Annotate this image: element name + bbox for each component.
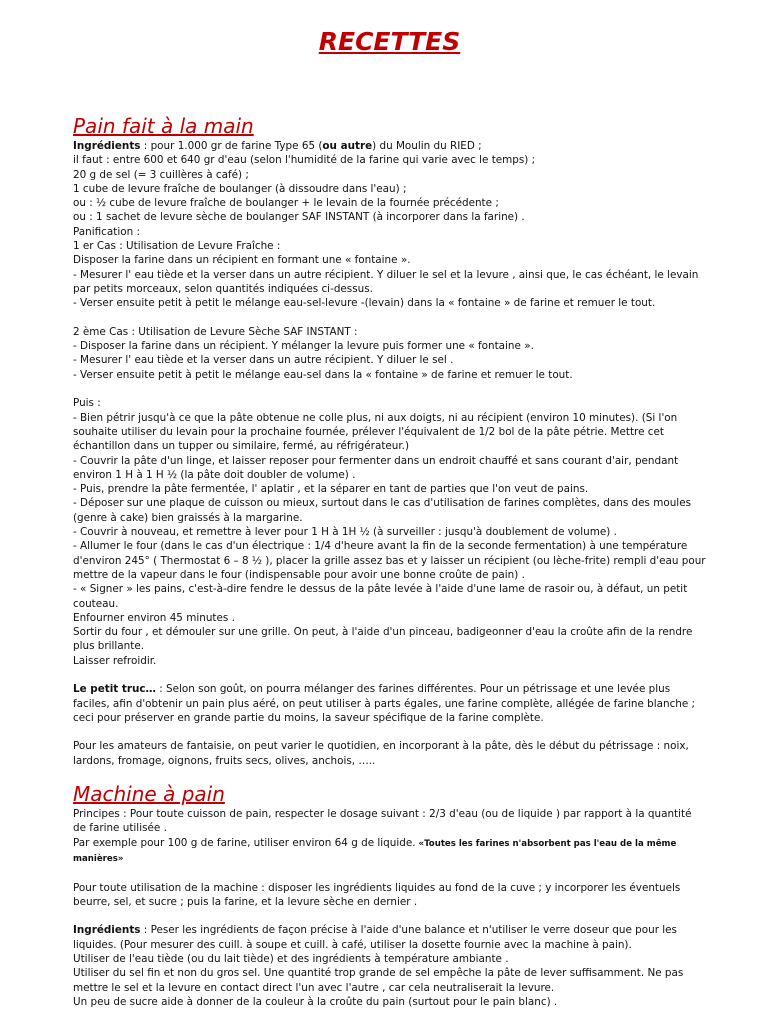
section-heading-pain-main: Pain fait à la main — [73, 114, 254, 138]
ingredients-label: Ingrédients — [73, 140, 141, 152]
paragraph: Un peu de sucre aide à donner de la couleur à la croûte du pain (surtout pour le pain blanc) . — [73, 995, 558, 1008]
ingredients-label: Ingrédients — [73, 924, 141, 937]
paragraph: - Puis, prendre la pâte fermentée, l' aplatir , et la séparer en tant de parties que l'on veut de pains. — [73, 483, 589, 496]
paragraph: - Couvrir à nouveau, et remettre à lever pour 1 H à 1H ½ (à surveiller : jusqu'à doublement de volume) . — [73, 526, 617, 539]
paragraph: - « Signer » les pains, c'est-à-dire fendre le dessus de la pâte levée à l'aide d'une lame de rasoir ou, à défaut, un petit couteau. — [73, 583, 688, 610]
ingredients-line: Ingrédients : pour 1.000 gr de farine Type 65 (ou autre) du Moulin du RIED ; — [73, 140, 482, 152]
section-heading-machine: Machine à pain — [73, 782, 225, 807]
petit-truc-label: Le petit truc… — [73, 683, 156, 696]
paragraph: - Bien pétrir jusqu'à ce que la pâte obtenue ne colle plus, ni aux doigts, ni au récipient (environ 10 minutes). (Si l'on souhaite utiliser du levain pour la prochaine fournée, prélever l'équivalent de 1/2 bol de la pâte pétrie. Mettre cet échantillon dans un tupper ou similaire, fermé, au réfrigérateur.) — [73, 411, 678, 453]
paragraph: - Verser ensuite petit à petit le mélange eau-sel dans la « fontaine » de farine et remuer le tout. — [73, 368, 573, 381]
paragraph: - Disposer la farine dans un récipient. Y mélanger la levure puis former une « fontaine ». — [73, 340, 534, 353]
paragraph: Laisser refroidir. — [73, 654, 157, 667]
document-title: RECETTES — [318, 27, 461, 56]
petit-truc-paragraph: Le petit truc… : Selon son goût, on pourra mélanger des farines différentes. Pour un pétrissage et une levée plus faciles, afin d'obtenir un pain plus aéré, on peut utiliser à parts égales, une farine complète, allégée de farine blanche ; ceci pour préserver en grande partie du moins, la saveur spécifique de la farine complète. — [73, 683, 696, 724]
paragraph: Utiliser de l'eau tiède (ou du lait tiède) et des ingrédients à température ambiante . — [73, 953, 509, 966]
paragraph: - Mesurer l' eau tiède et la verser dans un autre récipient. Y diluer le sel et la levure , ainsi que, le cas échéant, le levain par petits morceaux, selon quantités indiquées ci-dessus. — [73, 268, 699, 295]
ingredients-paragraph: Ingrédients : Peser les ingrédients de façon précise à l'aide d'une balance et n'utiliser le verre doseur que pour les liquides. (Pour mesurer des cuill. à soupe et cuill. à café, utiliser la dosette fournie avec la machine à pain). — [73, 924, 677, 951]
paragraph: Utiliser du sel fin et non du gros sel. Une quantité trop grande de sel empêche la pâte de lever suffisamment. Ne pas mettre le sel et la levure en contact direct l'un avec l'autre , car cela neutraliserait la levure. — [73, 967, 684, 994]
paragraph: Panification : — [73, 225, 140, 238]
paragraph: 2 ème Cas : Utilisation de Levure Sèche SAF INSTANT : — [73, 325, 358, 338]
paragraph: - Couvrir la pâte d'un linge, et laisser reposer pour fermenter dans un endroit chauffé et sans courant d'air, pendant environ 1 H à 1 H ½ (la pâte doit doubler de volume) . — [73, 454, 679, 481]
paragraph: Principes : Pour toute cuisson de pain, respecter le dosage suivant : 2/3 d'eau (ou de liquide ) par rapport à la quantité de farine utilisée . — [73, 808, 692, 835]
paragraph: - Mesurer l' eau tiède et la verser dans un autre récipient. Y diluer le sel . — [73, 354, 454, 367]
paragraph: Sortir du four , et démouler sur une grille. On peut, à l'aide d'un pinceau, badigeonner d'eau la croûte afin de la rendre plus brillante. — [73, 626, 693, 653]
paragraph: ou : 1 sachet de levure sèche de boulanger SAF INSTANT (à incorporer dans la farine) . — [73, 211, 525, 224]
paragraph: Par exemple pour 100 g de farine, utiliser environ 64 g de liquide. «Toutes les farines n'absorbent pas l'eau de la même manières» — [73, 836, 677, 864]
paragraph: Pour toute utilisation de la machine : disposer les ingrédients liquides au fond de la cuve ; y incorporer les éventuels beurre, sel, et sucre ; puis la farine, et la levure sèche en dernier . — [73, 881, 681, 908]
paragraph: 1 er Cas : Utilisation de Levure Fraîche : — [73, 240, 281, 253]
paragraph: Enfourner environ 45 minutes . — [73, 611, 235, 624]
paragraph: - Verser ensuite petit à petit le mélange eau-sel-levure -(levain) dans la « fontaine » de farine et remuer le tout. — [73, 297, 656, 310]
paragraph: ou : ½ cube de levure fraîche de boulanger + le levain de la fournée précédente ; — [73, 197, 499, 210]
paragraph: 20 g de sel (= 3 cuillères à café) ; — [73, 168, 249, 181]
paragraph: Disposer la farine dans un récipient en formant une « fontaine ». — [73, 254, 411, 267]
paragraph: il faut : entre 600 et 640 gr d'eau (selon l'humidité de la farine qui varie avec le temps) ; — [73, 154, 536, 167]
paragraph: - Allumer le four (dans le cas d'un électrique : 1/4 d'heure avant la fin de la seconde fermentation) à une température d'environ 245° ( Thermostat 6 – 8 ½ ), placer la grille assez bas et y laisser un récipient (ou lèche-frite) rempli d'eau pour mettre de la vapeur dans le four (indispensable pour avoir une bonne croûte de pain) . — [73, 540, 706, 581]
paragraph: Puis : — [73, 397, 101, 410]
paragraph: Pour les amateurs de fantaisie, on peut varier le quotidien, en incorporant à la pâte, dès le début du pétrissage : noix, lardons, fromage, oignons, fruits secs, olives, anchois, ….. — [73, 740, 689, 767]
paragraph: - Déposer sur une plaque de cuisson ou mieux, surtout dans le cas d'utilisation de farines complètes, dans des moules (genre à cake) bien graissés à la margarine. — [73, 497, 691, 524]
paragraph: 1 cube de levure fraîche de boulanger (à dissoudre dans l'eau) ; — [73, 182, 407, 195]
note: «Toutes les farines n'absorbent pas l'eau de la même manières» — [73, 838, 677, 864]
